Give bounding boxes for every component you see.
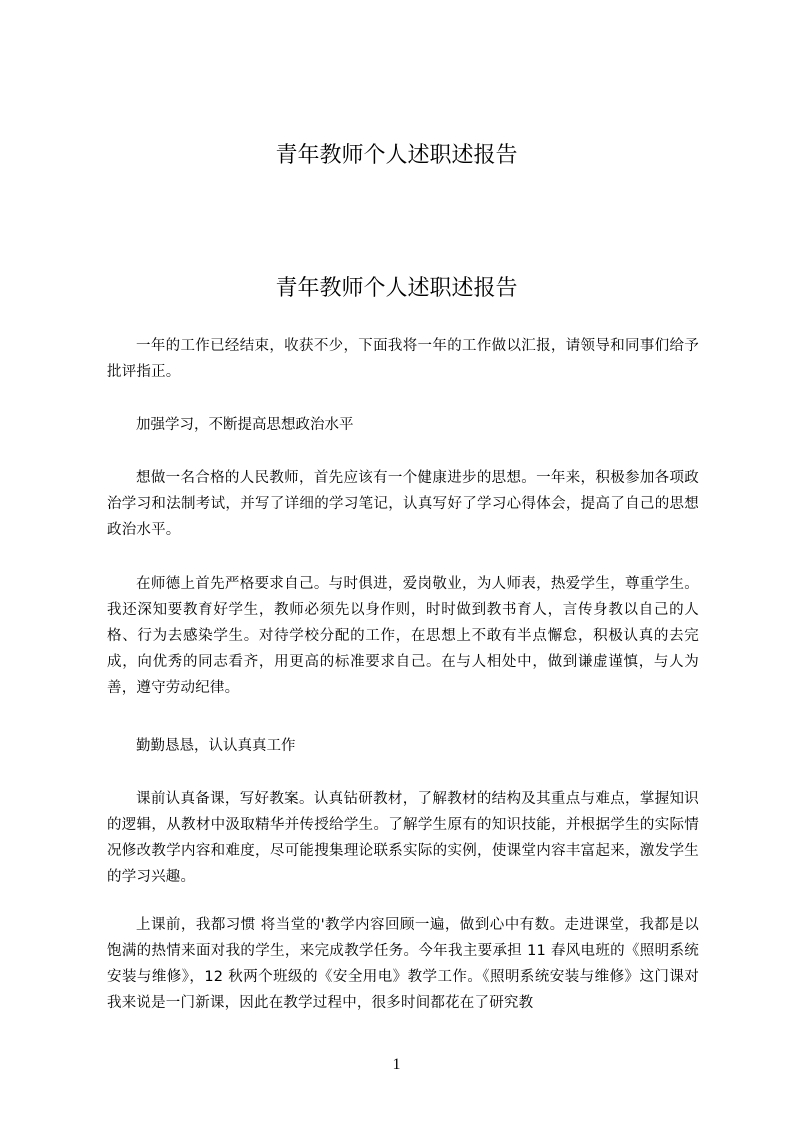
paragraph-teaching-in-class: 上课前，我都习惯 将当堂的'教学内容回顾一遍，做到心中有数。走进课堂，我都是以饱满的热情来面对我的学生，来完成教学任务。今年我主要承担 11 春风电班的《照明系统安装与维修》，12 秋两个班级的《安全用电》教学工作。《照明系统安装与维修》这门课对我来说是一门新课，因此在教学过程中，很多时间都花在了研究教 [107, 917, 699, 1011]
paragraph-lesson-preparation: 课前认真备课，写好教案。认真钻研教材，了解教材的结构及其重点与难点，掌握知识的逻辑，从教材中汲取精华并传授给学生。了解学生原有的知识技能，并根据学生的实际情况修改教学内容和难度，尽可能搜集理论联系实际的实例，使课堂内容丰富起来，激发学生的学习兴趣。 [107, 791, 699, 885]
report-title: 青年教师个人述职述报告 [275, 276, 518, 301]
paragraph-political-thought: 想做一名合格的人民教师，首先应该有一个健康进步的思想。一年来，积极参加各项政治学习和法制考试，并写了详细的学习笔记，认真写好了学习心得体会，提高了自己的思想政治水平。 [107, 470, 699, 538]
section-heading-work: 勤勤恳恳，认认真真工作 [136, 738, 296, 754]
paragraph-teacher-ethics: 在师德上首先严格要求自己。与时俱进，爱岗敬业，为人师表，热爱学生，尊重学生。我还深知要教育好学生，教师必须先以身作则，时时做到教书育人，言传身教以自己的人格、行为去感染学生。对待学校分配的工作，在思想上不敢有半点懈怠，积极认真的去完成，向优秀的同志看齐，用更高的标准要求自己。在与人相处中，做到谦虚谨慎，与人为善，遵守劳动纪律。 [107, 576, 699, 696]
intro-paragraph: 一年的工作已经结束，收获不少，下面我将一年的工作做以汇报，请领导和同事们给予批评指正。 [107, 338, 699, 380]
section-heading-study: 加强学习，不断提高思想政治水平 [136, 417, 354, 433]
page-number: 1 [392, 1056, 401, 1073]
document-title: 青年教师个人述职述报告 [275, 143, 518, 168]
